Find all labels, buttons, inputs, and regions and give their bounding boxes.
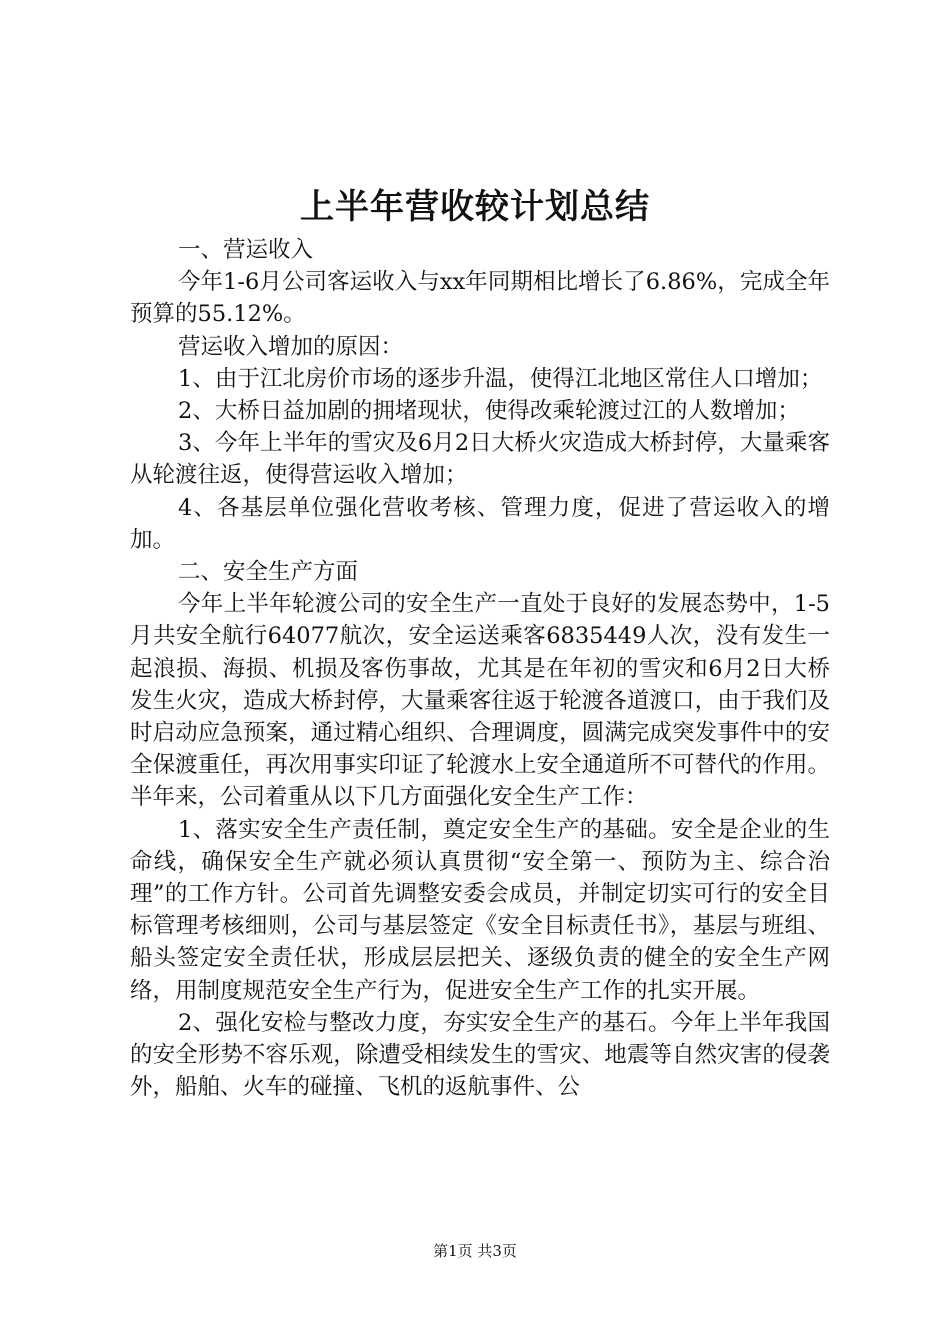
- section-heading: 一、营运收入: [178, 237, 314, 263]
- list-item: 1、落实安全生产责任制，奠定安全生产的基础。安全是企业的生命线，确保安全生产就必须认真贯彻“安全第一、预防为主、综合治理”的工作方针。公司首先调整安委会成员，并制定切实可行的安全目标管理考核细则，公司与基层签定《安全目标责任书》，基层与班组、船头签定安全责任状，形成层层把关、逐级负责的健全的安全生产网络，用制度规范安全生产行为，促进安全生产工作的扎实开展。: [130, 816, 830, 1004]
- list-item: 4、各基层单位强化营收考核、管理力度，促进了营运收入的增加。: [130, 494, 830, 553]
- list-item: 1、由于江北房价市场的逐步升温，使得江北地区常住人口增加；: [178, 365, 823, 392]
- list-item: 2、强化安检与整改力度，夯实安全生产的基石。今年上半年我国的安全形势不容乐观，除遭受相续发生的雪灾、地震等自然灾害的侵袭外，船舶、火车的碰撞、飞机的返航事件、公: [130, 1009, 830, 1101]
- document-title: 上半年营收较计划总结: [300, 187, 650, 227]
- list-item: 2、大桥日益加剧的拥堵现状，使得改乘轮渡过江的人数增加；: [178, 398, 800, 425]
- paragraph: 营运收入增加的原因：: [178, 333, 404, 360]
- section-heading: 二、安全生产方面: [178, 559, 359, 586]
- list-item: 3、今年上半年的雪灾及6月2日大桥火灾造成大桥封停，大量乘客从轮渡往返，使得营运收入增加；: [130, 430, 830, 489]
- paragraph: 今年上半年轮渡公司的安全生产一直处于良好的发展态势中，1-5月共安全航行64077航次，安全运送乘客6835449人次，没有发生一起浪损、海损、机损及客伤事故，尤其是在年初的雪灾和6月2日大桥发生火灾，造成大桥封停，大量乘客往返于轮渡各道渡口，由于我们及时启动应急预案，通过精心组织、合理调度，圆满完成突发事件中的安全保渡重任，再次用事实印证了轮渡水上安全通道所不可替代的作用。半年来，公司着重从以下几方面强化安全生产工作：: [130, 591, 830, 811]
- page-number-footer: 第1页 共3页: [433, 1242, 517, 1260]
- paragraph: 今年1-6月公司客运收入与xx年同期相比增长了6.86%，完成全年预算的55.12%。: [130, 269, 830, 328]
- document-body: [130, 234, 830, 1103]
